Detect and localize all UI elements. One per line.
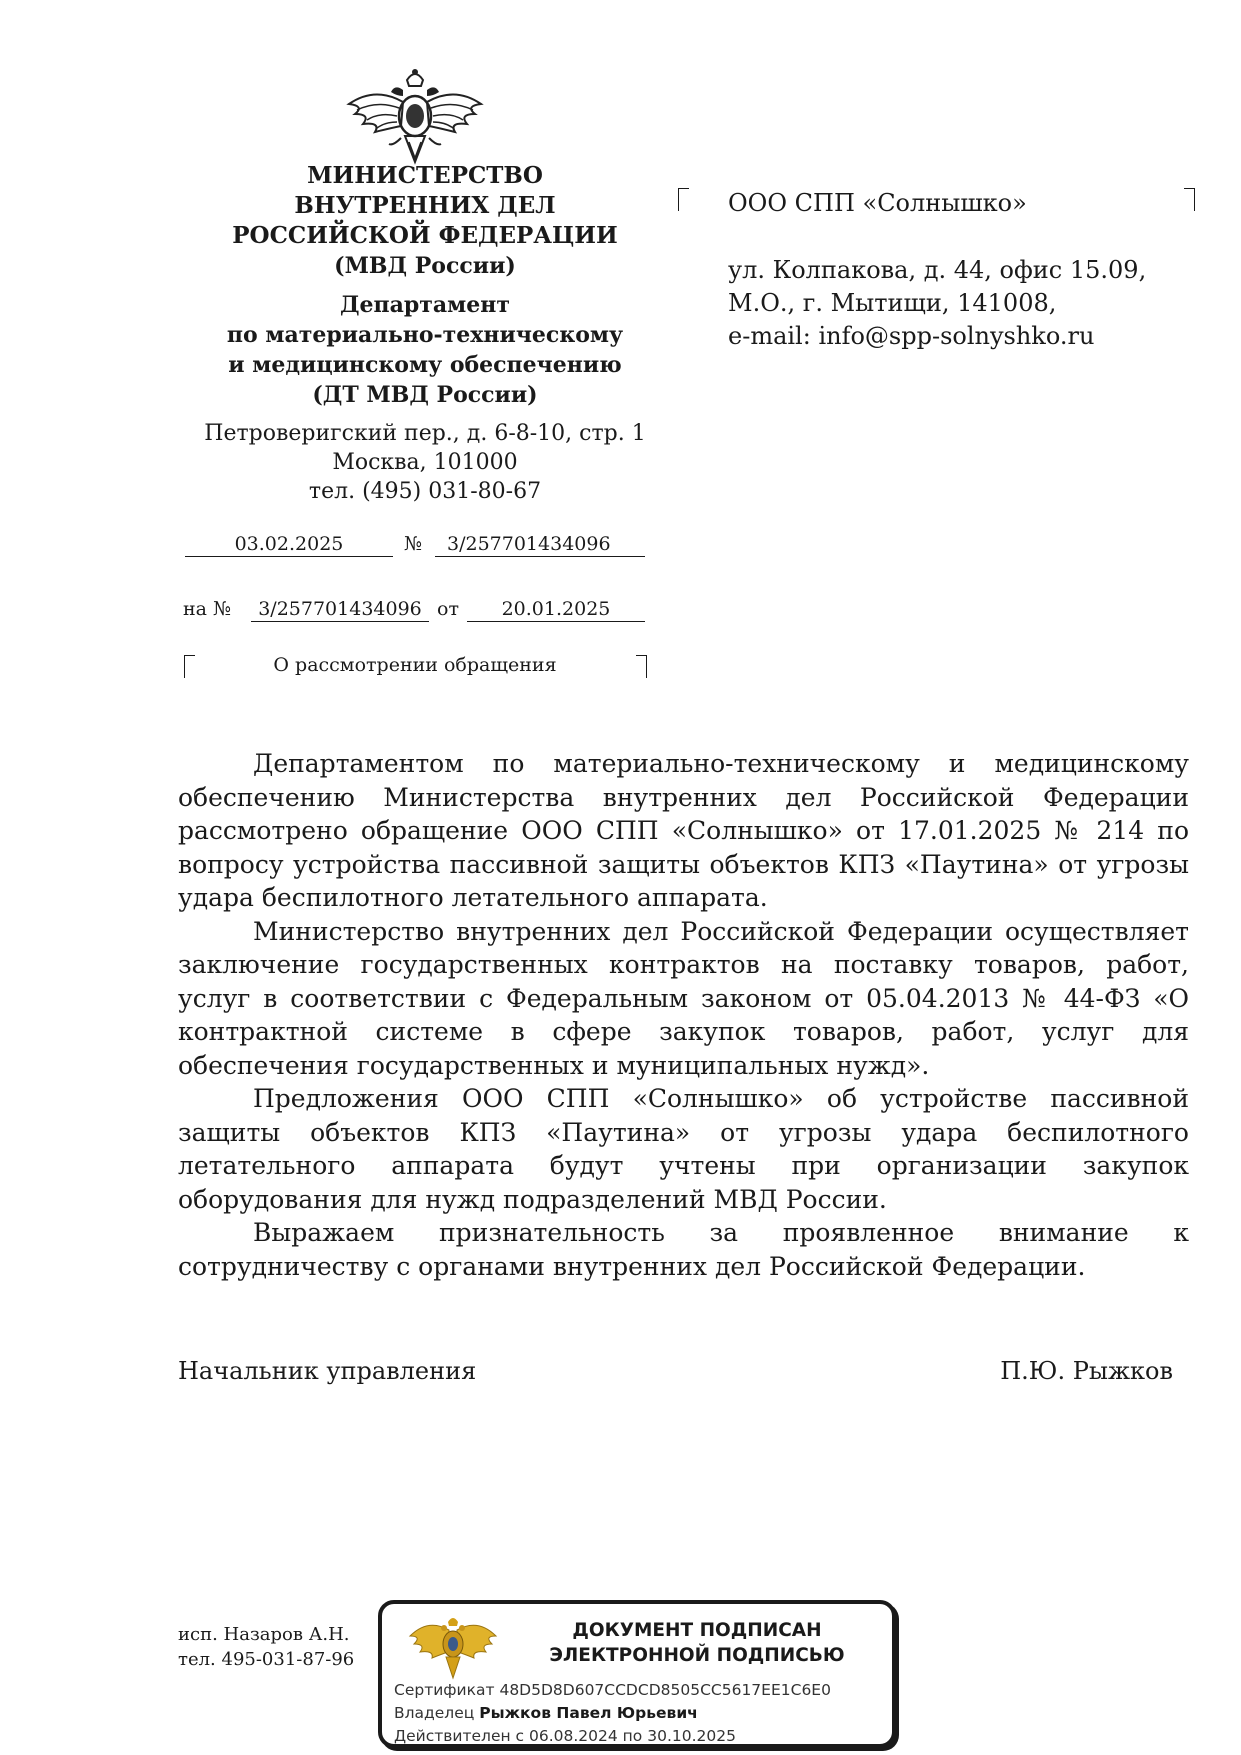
outgoing-date: 03.02.2025	[185, 532, 393, 557]
certificate-value: 48D5D8D607CCDCD8505CC5617EE1C6E0	[499, 1681, 831, 1699]
outgoing-number-label: №	[404, 533, 422, 555]
body-paragraph-3: Предложения ООО СПП «Солнышко» об устройстве пассивной защиты объектов КПЗ «Паутина» от угрозы удара беспилотного летательного аппарата будут учтены при организации закупок оборудования для нужд подразделений МВД России.	[178, 1084, 1189, 1214]
ministry-name-line3: РОССИЙСКОЙ ФЕДЕРАЦИИ	[232, 222, 618, 249]
body-paragraph-1: Департаментом по материально-техническому и медицинскому обеспечению Министерства внутренних дел Российской Федерации рассмотрено обращение ООО СПП «Солнышко» от 17.01.2025 № 214 по вопросу устройства пассивной защиты объектов КПЗ «Паутина» от угрозы удара беспилотного летательного аппарата.	[178, 749, 1189, 912]
addressee-address-line2: М.О., г. Мытищи, 141008,	[728, 289, 1057, 317]
ministry-name-line1: МИНИСТЕРСТВО	[307, 162, 543, 189]
stamp-title-line1: ДОКУМЕНТ ПОДПИСАН	[572, 1620, 822, 1641]
stamp-title-line2: ЭЛЕКТРОННОЙ ПОДПИСЬЮ	[549, 1645, 845, 1666]
e-signature-stamp	[378, 1600, 896, 1748]
subject-bracket-right	[636, 655, 647, 678]
stamp-owner	[394, 1704, 698, 1722]
signatory-position: Начальник управления	[178, 1357, 477, 1385]
owner-label: Владелец	[394, 1704, 475, 1722]
stamp-certificate	[394, 1681, 831, 1699]
department-line2: по материально-техническому	[226, 322, 624, 348]
executor-phone: тел. 495-031-87-96	[178, 1649, 355, 1670]
mvd-gold-emblem-icon	[408, 1614, 498, 1686]
addressee-name: ООО СПП «Солнышко»	[728, 189, 1027, 217]
certificate-label: Сертификат	[394, 1681, 495, 1699]
ministry-abbreviation: (МВД России)	[334, 253, 516, 279]
reply-to-date: 20.01.2025	[467, 597, 645, 622]
body-paragraph-4: Выражаем признательность за проявленное внимание к сотрудничеству с органами внутренних дел Российской Федерации.	[178, 1218, 1189, 1281]
executor-name: исп. Назаров А.Н.	[178, 1624, 350, 1645]
letter-subject: О рассмотрении обращения	[273, 654, 557, 676]
reply-to-label: на №	[183, 598, 232, 620]
executor-info	[178, 1622, 354, 1672]
sender-address-line1: Петроверигский пер., д. 6-8-10, стр. 1	[204, 421, 646, 446]
letter-body	[178, 747, 1189, 1283]
department-line3: и медицинскому обеспечению	[228, 352, 622, 378]
department-line1: Департамент	[339, 292, 511, 318]
sender-address-line2: Москва, 101000	[332, 450, 518, 475]
sender-phone: тел. (495) 031-80-67	[308, 479, 542, 504]
addressee-email: e-mail: info@spp-solnyshko.ru	[728, 322, 1095, 350]
signatory-name: П.Ю. Рыжков	[1000, 1357, 1173, 1385]
stamp-validity: Действителен с 06.08.2024 по 30.10.2025	[394, 1727, 736, 1745]
department-abbreviation: (ДТ МВД России)	[312, 382, 538, 408]
reply-to-number: 3/257701434096	[251, 597, 429, 622]
outgoing-number: 3/257701434096	[435, 532, 645, 557]
reply-from-label: от	[437, 598, 459, 620]
subject-bracket-left	[184, 655, 195, 678]
owner-value: Рыжков Павел Юрьевич	[479, 1704, 698, 1722]
body-paragraph-2: Министерство внутренних дел Российской Федерации осуществляет заключение государственных контрактов на поставку товаров, работ, услуг в соответствии с Федеральным законом от 05.04.2013 № 44-ФЗ «О контрактной системе в сфере закупок товаров, работ, услуг для обеспечения государственных и муниципальных нужд».	[178, 916, 1189, 1080]
addressee-bracket-right	[1184, 188, 1195, 211]
addressee-address-line1: ул. Колпакова, д. 44, офис 15.09,	[728, 256, 1147, 284]
ministry-name-line2: ВНУТРЕННИХ ДЕЛ	[294, 192, 556, 219]
addressee-bracket-left	[678, 188, 689, 211]
